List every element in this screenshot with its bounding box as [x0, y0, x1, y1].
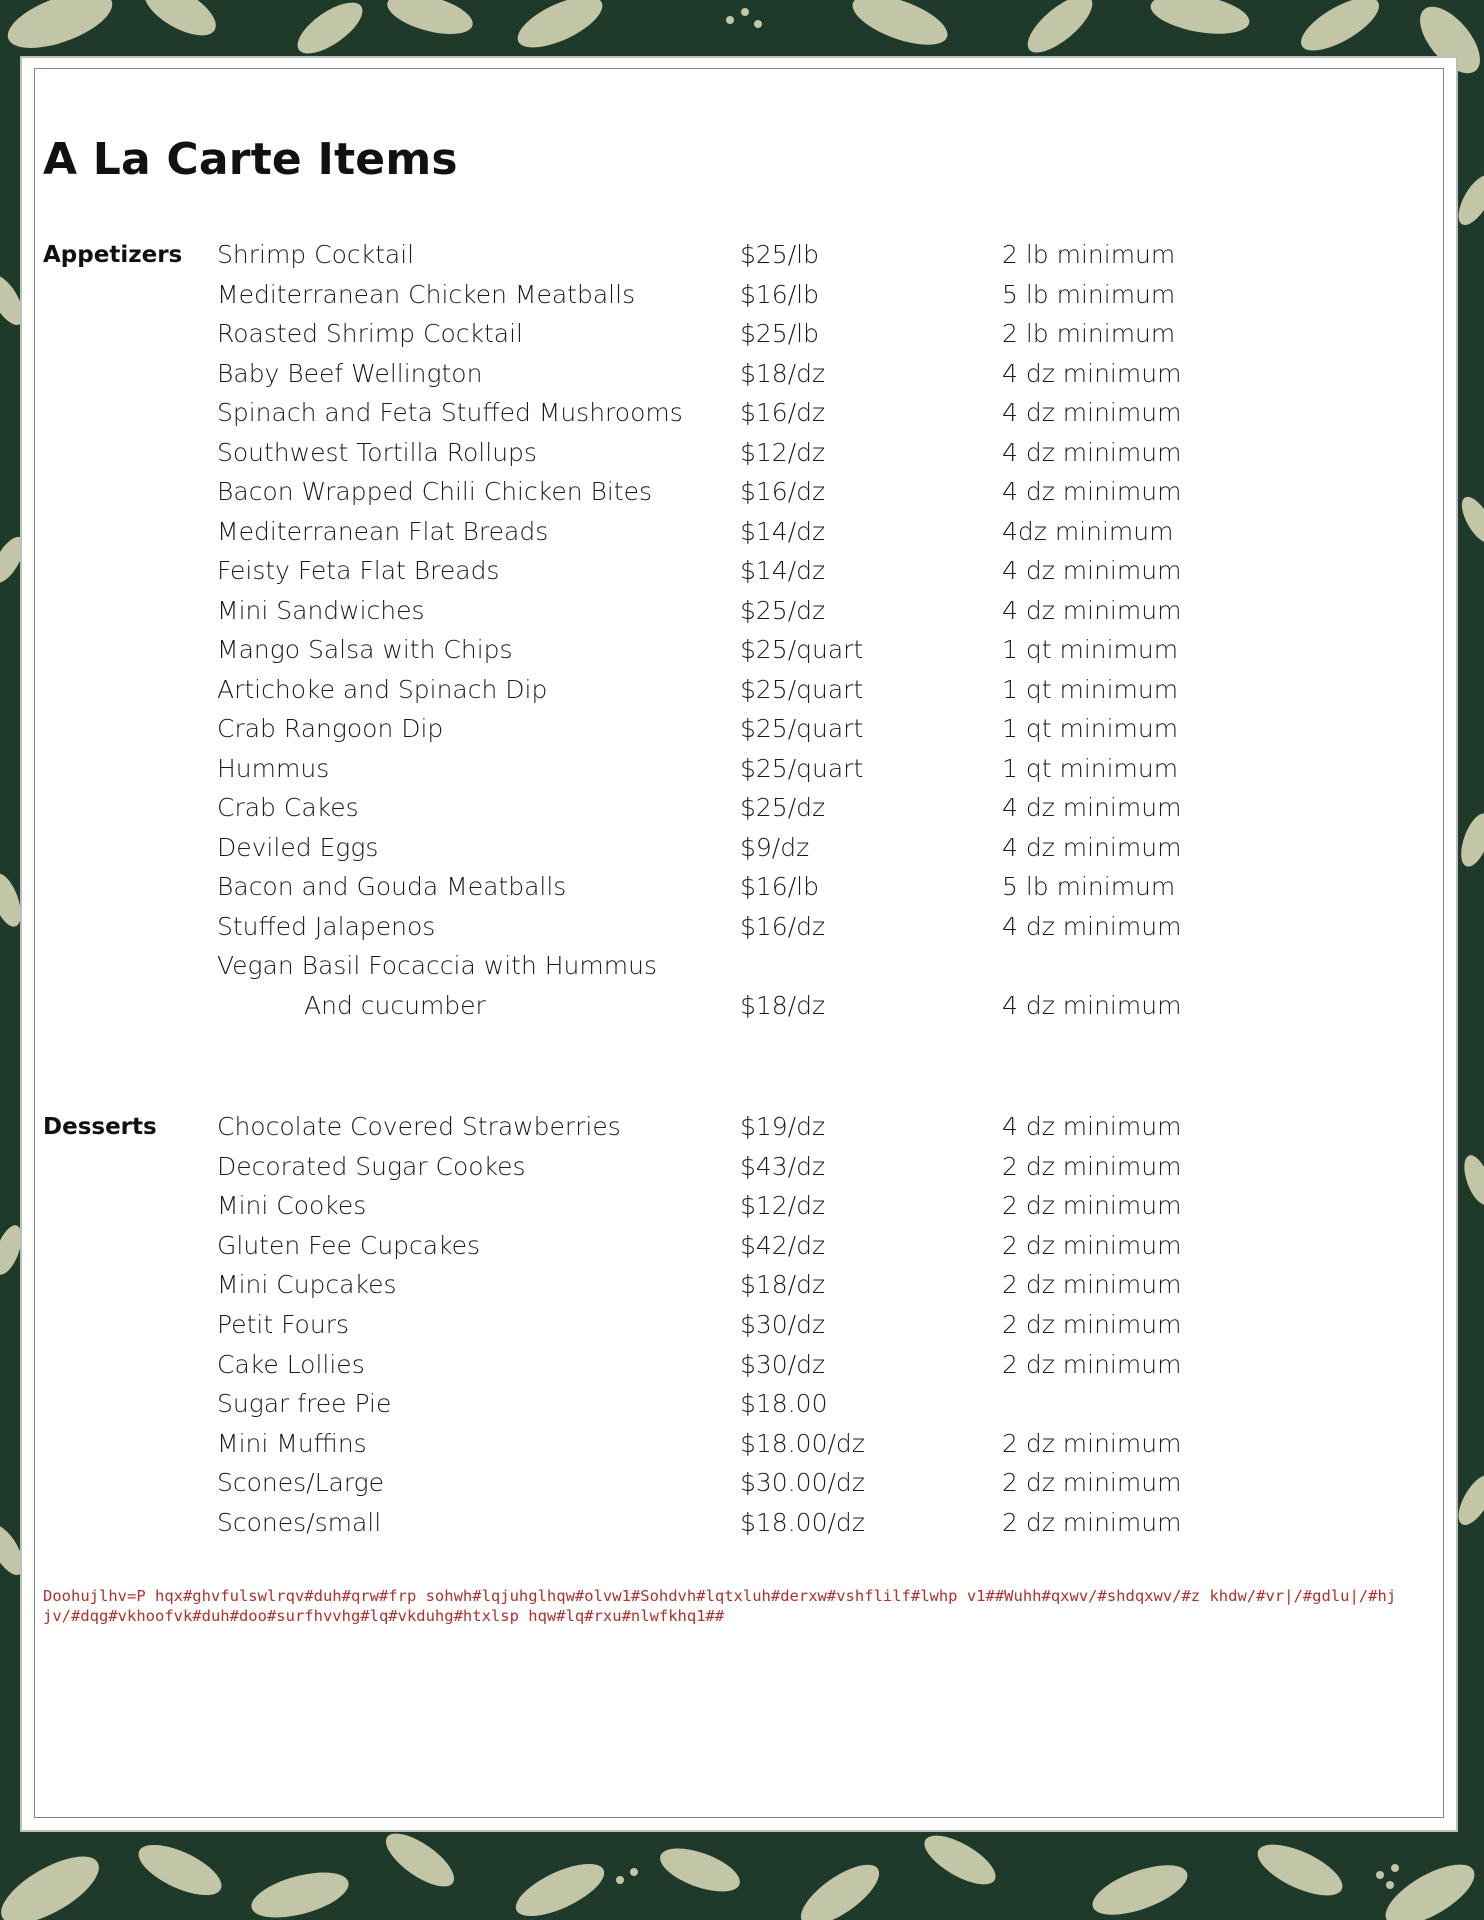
menu-item-name: Artichoke and Spinach Dip [217, 674, 548, 704]
menu-item-row [0, 1310, 1400, 1344]
menu-item-minimum: 2 dz minimum [1002, 1191, 1182, 1221]
menu-item-row [0, 477, 1400, 511]
menu-item-name: Cake Lollies [217, 1349, 365, 1379]
menu-item-minimum: 4 dz minimum [1002, 477, 1182, 506]
menu-item-name: Mediterranean Chicken Meatballs [217, 279, 636, 309]
menu-item-price: $18.00/dz [740, 1508, 865, 1537]
menu-item-row [0, 280, 1400, 314]
menu-item-price: $42/dz [740, 1230, 826, 1260]
menu-item-name: Chocolate Covered Strawberries [217, 1112, 621, 1141]
menu-item-minimum: 2 dz minimum [1002, 1428, 1182, 1458]
menu-item-price: $25/dz [740, 595, 826, 625]
menu-item-name: Sugar free Pie [217, 1389, 392, 1419]
menu-item-name: Petit Fours [217, 1310, 349, 1339]
menu-item-name: Deviled Eggs [217, 832, 379, 862]
menu-item-name: Southwest Tortilla Rollups [217, 437, 537, 467]
menu-item-price: $25/quart [740, 674, 864, 704]
menu-item-row [0, 1191, 1400, 1225]
menu-item-price: $18/dz [740, 358, 826, 388]
menu-item-row [0, 793, 1400, 827]
menu-item-name: Crab Rangoon Dip [217, 714, 444, 743]
menu-item-minimum: 2 dz minimum [1002, 1508, 1182, 1537]
menu-item-price: $14/dz [740, 516, 826, 546]
menu-item-name: Baby Beef Wellington [217, 358, 483, 388]
menu-item-price: $30/dz [740, 1349, 826, 1379]
menu-item-minimum: 4 dz minimum [1002, 990, 1182, 1020]
menu-item-price: $16/lb [740, 279, 819, 309]
menu-item-row [0, 517, 1400, 551]
menu-item-name: Bacon Wrapped Chili Chicken Bites [217, 477, 653, 506]
menu-item-row [0, 319, 1400, 353]
menu-item-price: $25/dz [740, 793, 826, 822]
menu-item-row [0, 872, 1400, 906]
menu-item-row [0, 635, 1400, 669]
menu-item-row [0, 675, 1400, 709]
menu-item-price: $18.00/dz [740, 1428, 865, 1458]
menu-item-price: $12/dz [740, 437, 826, 467]
menu-item-price: $43/dz [740, 1151, 826, 1181]
menu-item-name: Mini Sandwiches [217, 595, 425, 625]
menu-item-price: $9/dz [740, 832, 810, 862]
menu-item-minimum: 4 dz minimum [1002, 358, 1182, 388]
menu-item-minimum: 2 dz minimum [1002, 1230, 1182, 1260]
menu-item-row [0, 398, 1400, 432]
menu-item-price: $25/quart [740, 753, 864, 783]
menu-item-price: $14/dz [740, 556, 826, 585]
page-title: A La Carte Items [43, 134, 458, 185]
menu-item-price: $16/lb [740, 872, 819, 901]
menu-item-minimum: 2 dz minimum [1002, 1151, 1182, 1181]
menu-item-price: $25/lb [740, 319, 819, 348]
menu-item-price: $25/quart [740, 714, 864, 743]
menu-item-price: $25/lb [740, 240, 819, 269]
menu-item-price: $16/dz [740, 911, 826, 941]
menu-item-minimum: 4 dz minimum [1002, 832, 1182, 862]
menu-item-minimum: 5 lb minimum [1002, 279, 1176, 309]
menu-item-minimum: 1 qt minimum [1002, 714, 1179, 743]
menu-item-row [0, 1429, 1400, 1463]
menu-item-minimum: 1 qt minimum [1002, 635, 1179, 664]
menu-item-row [0, 833, 1400, 867]
menu-item-minimum: 1 qt minimum [1002, 753, 1179, 783]
menu-item-minimum: 2 dz minimum [1002, 1270, 1182, 1300]
menu-item-price: $25/quart [740, 635, 864, 664]
menu-item-price: $19/dz [740, 1112, 826, 1141]
menu-item-row [0, 556, 1400, 590]
menu-item-name: Crab Cakes [217, 793, 359, 822]
menu-item-price: $18.00 [740, 1389, 828, 1419]
menu-item-minimum: 4 dz minimum [1002, 595, 1182, 625]
menu-item-name: Scones/small [217, 1508, 382, 1537]
menu-item-name: Feisty Feta Flat Breads [217, 556, 500, 585]
menu-item-minimum: 1 qt minimum [1002, 674, 1179, 704]
menu-item-minimum: 4dz minimum [1002, 516, 1174, 546]
menu-item-price: $12/dz [740, 1191, 826, 1221]
menu-item-name: Hummus [217, 753, 330, 783]
menu-item-name: Scones/Large [217, 1468, 385, 1498]
menu-item-row [0, 1350, 1400, 1384]
menu-item-name: Gluten Fee Cupcakes [217, 1230, 481, 1260]
menu-item-minimum: 5 lb minimum [1002, 872, 1176, 901]
menu-item-row [0, 1508, 1400, 1542]
menu-item-row [0, 951, 1400, 985]
menu-item-name: And cucumber [304, 990, 486, 1020]
menu-item-row [0, 1231, 1400, 1265]
menu-item-name: Mediterranean Flat Breads [217, 516, 549, 546]
menu-item-minimum: 4 dz minimum [1002, 793, 1182, 822]
menu-item-row [0, 754, 1400, 788]
menu-item-name: Stuffed Jalapenos [217, 911, 436, 941]
menu-item-name: Roasted Shrimp Cocktail [217, 319, 523, 348]
menu-item-minimum: 2 dz minimum [1002, 1349, 1182, 1379]
menu-item-name: Mini Cupcakes [217, 1270, 397, 1300]
menu-item-price: $18/dz [740, 1270, 826, 1300]
menu-item-minimum: 2 dz minimum [1002, 1310, 1182, 1339]
menu-item-minimum: 2 dz minimum [1002, 1468, 1182, 1498]
section-label-appetizers: Appetizers [43, 242, 183, 268]
menu-item-row [0, 596, 1400, 630]
menu-item-minimum: 4 dz minimum [1002, 556, 1182, 585]
menu-item-price: $16/dz [740, 477, 826, 506]
menu-item-price: $18/dz [740, 990, 826, 1020]
menu-item-minimum: 4 dz minimum [1002, 911, 1182, 941]
menu-item-row [0, 714, 1400, 748]
menu-item-name: Mango Salsa with Chips [217, 635, 513, 664]
section-label-desserts: Desserts [43, 1114, 157, 1140]
menu-item-name: Bacon and Gouda Meatballs [217, 872, 567, 901]
menu-item-price: $30.00/dz [740, 1468, 865, 1498]
menu-item-row [0, 991, 1400, 1025]
menu-item-minimum: 2 lb minimum [1002, 240, 1176, 269]
menu-item-name: Spinach and Feta Stuffed Mushrooms [217, 398, 683, 427]
menu-item-row [0, 1389, 1400, 1423]
menu-item-price: $30/dz [740, 1310, 826, 1339]
menu-item-minimum: 4 dz minimum [1002, 1112, 1182, 1141]
menu-item-row [0, 1468, 1400, 1502]
menu-item-row [0, 912, 1400, 946]
menu-item-name: Decorated Sugar Cookes [217, 1151, 526, 1181]
menu-item-name: Shrimp Cocktail [217, 240, 415, 269]
menu-item-name: Vegan Basil Focaccia with Hummus [217, 951, 657, 980]
menu-item-row [0, 240, 1400, 274]
menu-item-row [0, 1112, 1400, 1146]
menu-item-minimum: 4 dz minimum [1002, 437, 1182, 467]
menu-item-minimum: 4 dz minimum [1002, 398, 1182, 427]
menu-item-name: Mini Cookes [217, 1191, 367, 1221]
menu-item-price: $16/dz [740, 398, 826, 427]
allergen-note: Doohujlhv=P hqx#ghvfulswlrqv#duh#qrw#frp sohwh#lqjuhglhqw#olvw1#Sohdvh#lqtxluh#derxw#vshflilf#lwhp v1##Wuhh#qxwv/#shdqxwv/#z khdw/#vr|/#gdlu|/#hjjv/#dqg#vkhoofvk#duh#doo#surfhvvhg#lq#vkduhg#htxlsp hqw#lq#rxu#nlwfkhq1## [43, 1587, 1397, 1625]
menu-item-row [0, 1270, 1400, 1304]
menu-item-name: Mini Muffins [217, 1428, 367, 1458]
menu-item-row [0, 359, 1400, 393]
menu-item-row [0, 1152, 1400, 1186]
menu-item-minimum: 2 lb minimum [1002, 319, 1176, 348]
menu-item-row [0, 438, 1400, 472]
